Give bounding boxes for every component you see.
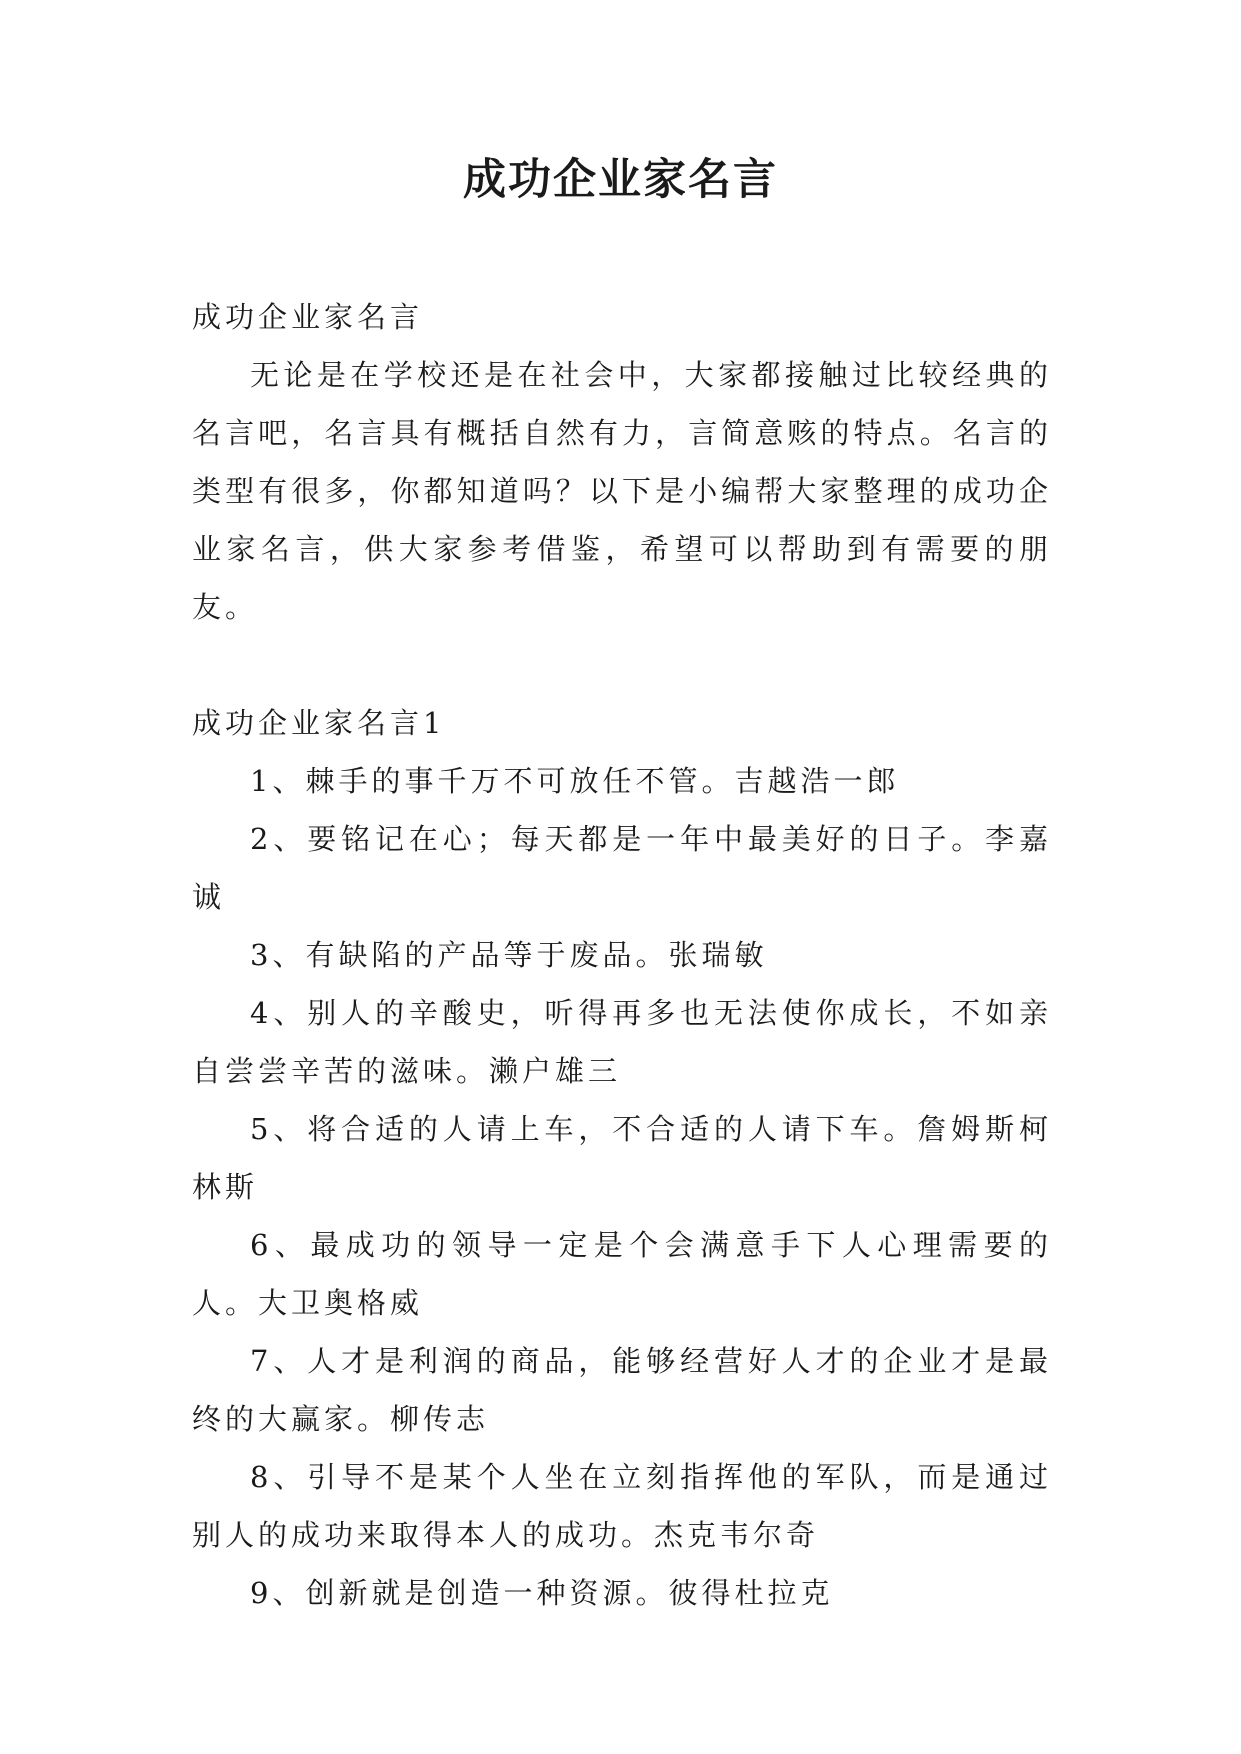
quote-item: 2、要铭记在心；每天都是一年中最美好的日子。李嘉诚 [192, 822, 1052, 914]
quote-item: 5、将合适的人请上车，不合适的人请下车。詹姆斯柯林斯 [192, 1112, 1052, 1204]
quote-item: 3、有缺陷的产品等于废品。张瑞敏 [250, 938, 768, 972]
document-title: 成功企业家名言 [463, 155, 778, 205]
quote-item: 8、引导不是某个人坐在立刻指挥他的军队，而是通过别人的成功来取得本人的成功。杰克韦尔奇 [192, 1460, 1052, 1552]
document-subtitle: 成功企业家名言 [192, 300, 424, 334]
intro-paragraph: 无论是在学校还是在社会中，大家都接触过比较经典的名言吧，名言具有概括自然有力，言简意赅的特点。名言的类型有很多，你都知道吗？以下是小编帮大家整理的成功企业家名言，供大家参考借鉴，希望可以帮助到有需要的朋友。 [192, 358, 1052, 624]
quote-item: 9、创新就是创造一种资源。彼得杜拉克 [250, 1576, 834, 1610]
quote-item: 6、最成功的领导一定是个会满意手下人心理需要的人。大卫奥格威 [192, 1228, 1052, 1320]
document-body [192, 288, 1052, 1622]
section-heading: 成功企业家名言1 [192, 706, 446, 740]
quote-item: 4、别人的辛酸史，听得再多也无法使你成长，不如亲自尝尝辛苦的滋味。濑户雄三 [192, 996, 1052, 1088]
quote-item: 1、棘手的事千万不可放任不管。吉越浩一郎 [250, 764, 900, 798]
quote-item: 7、人才是利润的商品，能够经营好人才的企业才是最终的大赢家。柳传志 [192, 1344, 1052, 1436]
paragraph-spacer [192, 636, 1052, 694]
